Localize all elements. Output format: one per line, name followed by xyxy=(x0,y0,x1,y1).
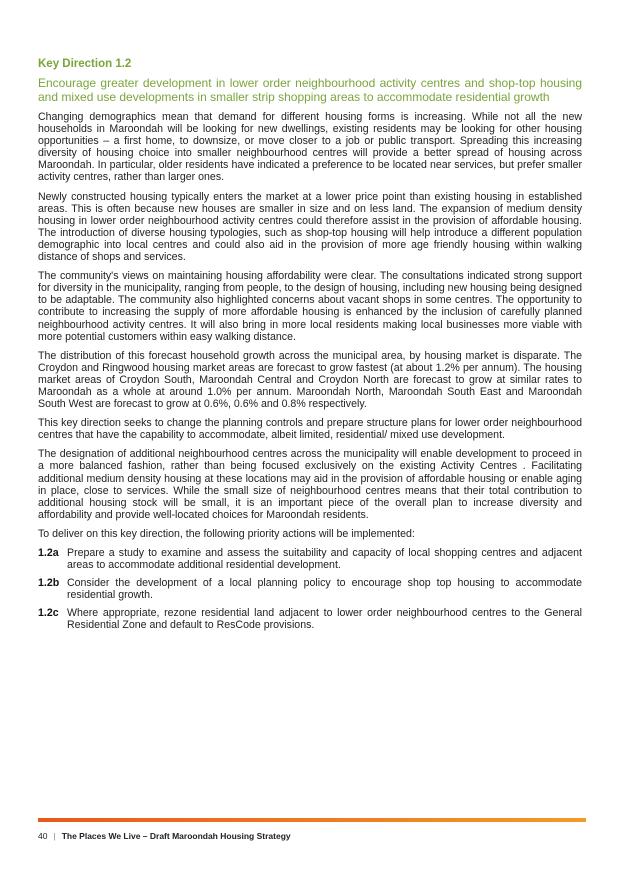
action-number: 1.2b xyxy=(38,577,60,590)
action-number: 1.2c xyxy=(38,607,59,620)
paragraph: The community's views on maintaining housing affordability were clear. The consultations indicated strong support for diversity in the municipality, ranging from people, to the design of housing, including new housing being designed to be adaptable. The community also highlighted concerns about vacant shops in some centres. The opportunity to contribute to increasing the supply of more affordable housing is enhanced by the inclusion of carefully planned neighbourhood activity centres. It will also bring in more local residents making local businesses more viable with more potential customers within easy walking distance. xyxy=(38,270,582,343)
document-title: The Places We Live – Draft Maroondah Housing Strategy xyxy=(61,831,291,841)
page-content xyxy=(38,58,582,638)
priority-actions-list xyxy=(38,547,582,632)
footer-separator: | xyxy=(53,831,56,841)
footer-divider-bar xyxy=(38,818,586,822)
actions-intro: To deliver on this key direction, the following priority actions will be implemented: xyxy=(38,527,415,540)
action-text: Where appropriate, rezone residential land adjacent to lower order neighbourhood centres to the General Residential Zone and default to ResCode provisions. xyxy=(67,607,582,632)
action-item xyxy=(38,547,582,571)
key-direction-subheading: Encourage greater development in lower order neighbourhood activity centres and shop-top housing and mixed use developments in smaller strip shopping areas to accommodate residential growth xyxy=(38,76,582,104)
key-direction-heading: Key Direction 1.2 xyxy=(38,58,132,70)
page-number: 40 xyxy=(38,831,48,841)
action-text: Prepare a study to examine and assess the suitability and capacity of local shopping centres and adjacent areas to accommodate additional residential development. xyxy=(67,547,582,572)
action-number: 1.2a xyxy=(38,547,59,559)
paragraph: Changing demographics mean that demand for different housing forms is increasing. While not all the new households in Maroondah will be looking for new dwellings, existing residents may be looking for other housing opportunities – a first home, to downsize, or move closer to a job or public transport. Spreading this increasing diversity of housing choice into smaller neighbourhood centres will provide a better spread of housing across Maroondah. In particular, older residents have indicated a preference to be located near services, but prefer smaller activity centres, rather than larger ones. xyxy=(38,111,582,184)
action-item xyxy=(38,577,582,601)
action-item xyxy=(38,607,582,631)
paragraph: The designation of additional neighbourhood centres across the municipality will enable development to proceed in a more balanced fashion, rather than being focused exclusively on the existing Activity Centres . Facilitating additional medium density housing at these locations may aid in the provision of affordable housing or enable aging in place, close to services. While the small size of neighbourhood centres means that their total contribution to additional housing stock will be small, it is an important piece of the overall plan to increase diversity and affordability and provide well-located choices for Maroondah residents. xyxy=(38,448,582,521)
paragraph: Newly constructed housing typically enters the market at a lower price point than existing housing in established areas. This is often because new houses are smaller in size and on less land. The expansion of medium density housing in lower order neighbourhood activity centres could therefore assist in the provision of affordable housing. The introduction of diverse housing typologies, such as shop-top housing will help introduce a different population demographic into local centres and could also aid in the provision of more age friendly housing within walking distance of shops and services. xyxy=(38,190,582,264)
paragraph: This key direction seeks to change the planning controls and prepare structure plans for lower order neighbourhood centres that have the capability to accommodate, albeit limited, residential/ mixed use development. xyxy=(38,417,582,442)
page-footer xyxy=(38,831,291,841)
action-text: Consider the development of a local planning policy to encourage shop top housing to accommodate residential growth. xyxy=(67,577,582,602)
paragraph: The distribution of this forecast household growth across the municipal area, by housing market is disparate. The Croydon and Ringwood housing market areas are forecast to grow fastest (at about 1.2% per annum). The housing market areas of Croydon South, Maroondah Central and Croydon North are forecast to grow at similar rates to Maroondah as a whole at around 1.0% per annum. Maroondah North, Maroondah South East and Maroondah South West are forecast to grow at 0.6%, 0.6% and 0.8% respectively. xyxy=(38,349,582,411)
